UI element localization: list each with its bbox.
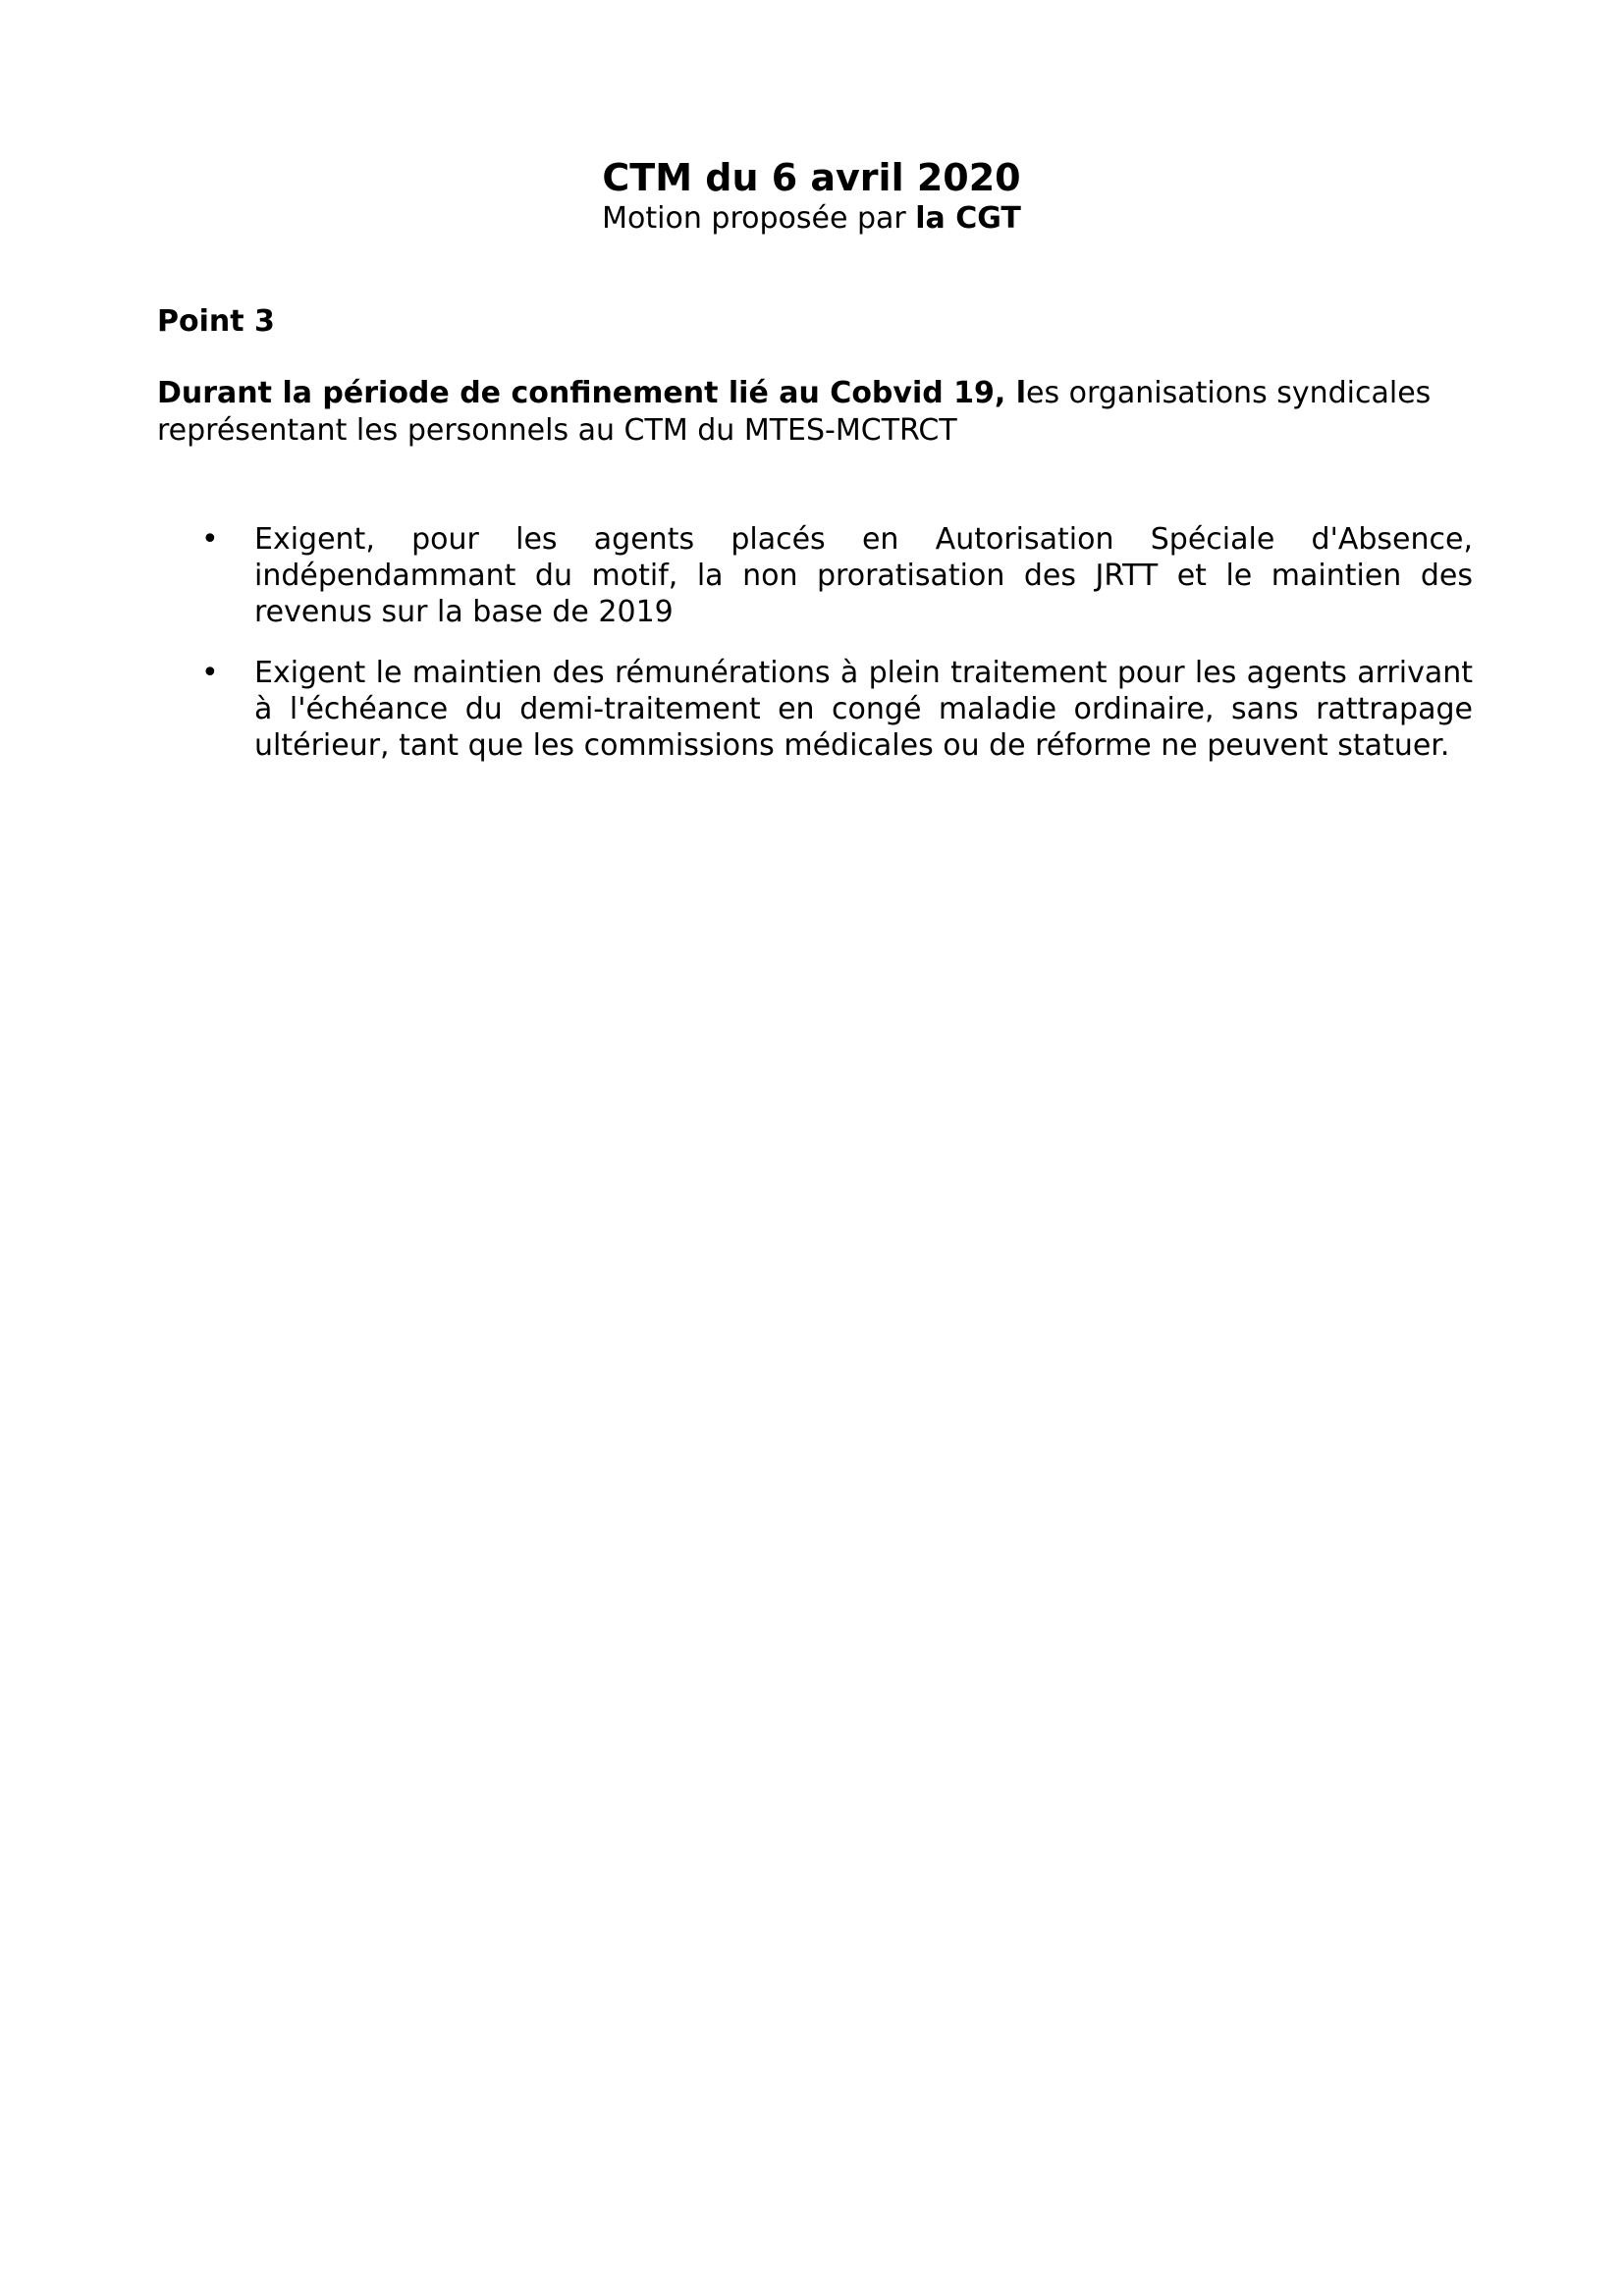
intro-bold-text: Durant la période de confinement lié au Cobvid 19, l bbox=[157, 376, 1027, 410]
bullet-icon: • bbox=[201, 656, 219, 690]
list-item-text: Exigent le maintien des rémunérations à plein traitement pour les agents arrivant à l'échéance du demi-traitement en congé maladie ordinaire, sans rattrapage ultérieur, tant que les commissions médicales ou de réforme ne peuvent statuer. bbox=[254, 656, 1473, 763]
list-item bbox=[157, 521, 1473, 630]
document-title: CTM du 6 avril 2020 bbox=[602, 156, 1021, 199]
subtitle-author: la CGT bbox=[915, 201, 1021, 236]
subtitle-prefix: Motion proposée par bbox=[602, 201, 916, 236]
document-subtitle bbox=[0, 199, 1623, 239]
intro-text: es organisations syndicales représentant les personnels au CTM du MTES-MCTRCT bbox=[157, 376, 1432, 448]
demands-list bbox=[157, 521, 1473, 788]
list-item-text: Exigent, pour les agents placés en Autorisation Spéciale d'Absence, indépendammant du motif, la non proratisation des JRTT et le maintien des revenus sur la base de 2019 bbox=[254, 522, 1473, 629]
bullet-icon: • bbox=[201, 522, 219, 557]
intro-paragraph bbox=[157, 375, 1473, 450]
list-item bbox=[157, 655, 1473, 764]
point-heading: Point 3 bbox=[157, 304, 275, 339]
